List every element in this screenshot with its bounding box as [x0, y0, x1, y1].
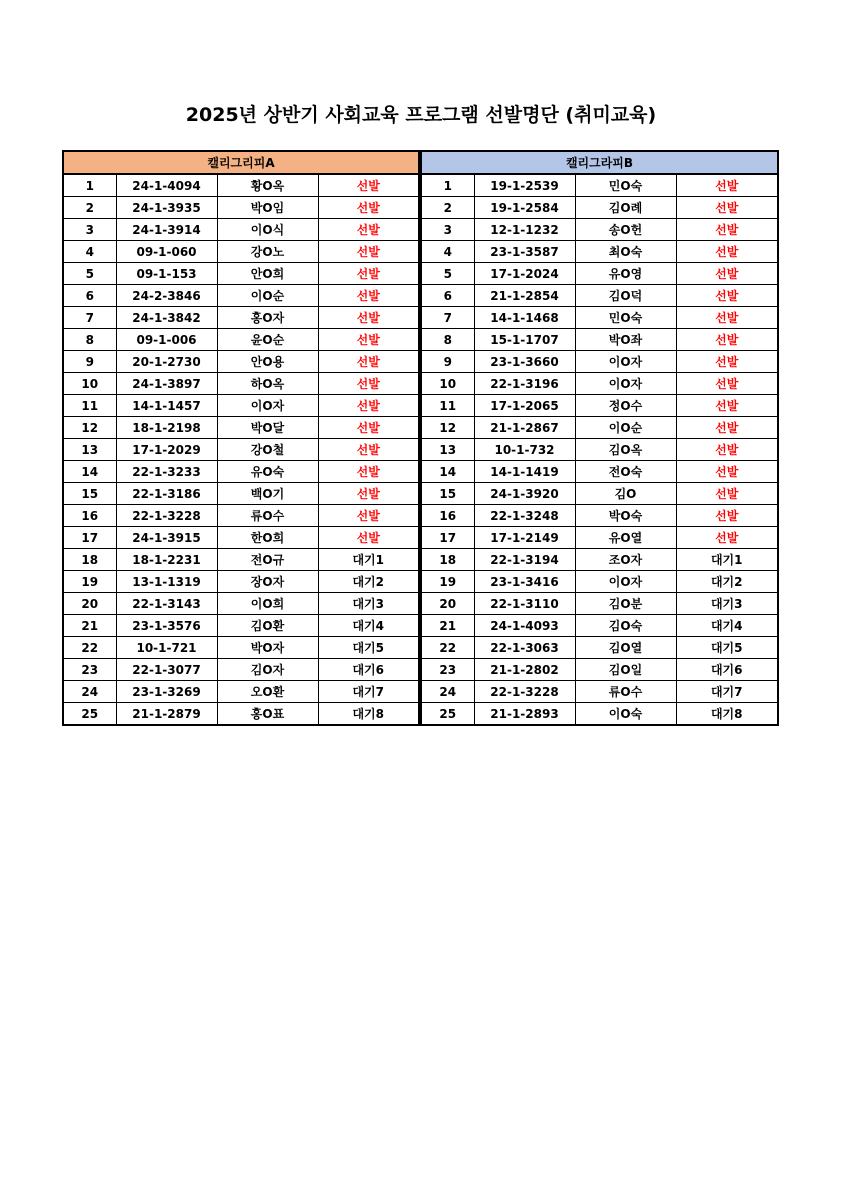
member-name: 이O식 [217, 219, 318, 241]
selection-status: 선발 [318, 307, 418, 329]
member-name: 강O철 [217, 439, 318, 461]
row-number: 21 [64, 615, 116, 637]
member-id: 22-1-3077 [116, 659, 217, 681]
row-number: 24 [422, 681, 474, 703]
member-name: 김O숙 [575, 615, 676, 637]
member-id: 17-1-2029 [116, 439, 217, 461]
selection-status: 선발 [676, 329, 777, 351]
table-row [64, 241, 418, 263]
member-name: 유O열 [575, 527, 676, 549]
selection-status: 선발 [318, 483, 418, 505]
member-name: 류O수 [575, 681, 676, 703]
selection-status: 선발 [676, 505, 777, 527]
member-name: 김O옥 [575, 439, 676, 461]
selection-status: 선발 [676, 461, 777, 483]
member-id: 21-1-2879 [116, 703, 217, 725]
member-name: 윤O순 [217, 329, 318, 351]
member-id: 24-2-3846 [116, 285, 217, 307]
selection-status: 대기5 [318, 637, 418, 659]
member-name: 송O헌 [575, 219, 676, 241]
member-name: 이O순 [217, 285, 318, 307]
selection-status: 선발 [318, 439, 418, 461]
row-number: 1 [422, 174, 474, 197]
row-number: 18 [422, 549, 474, 571]
table-row [422, 593, 777, 615]
group-header-b: 캘리그라피B [422, 152, 777, 174]
member-id: 14-1-1468 [474, 307, 575, 329]
member-name: 류O수 [217, 505, 318, 527]
row-number: 16 [422, 505, 474, 527]
table-row [64, 197, 418, 219]
table-row [64, 395, 418, 417]
member-id: 24-1-3914 [116, 219, 217, 241]
row-number: 19 [422, 571, 474, 593]
row-number: 7 [64, 307, 116, 329]
member-name: 민O숙 [575, 174, 676, 197]
row-number: 6 [422, 285, 474, 307]
member-id: 13-1-1319 [116, 571, 217, 593]
row-number: 7 [422, 307, 474, 329]
selection-status: 선발 [676, 527, 777, 549]
member-id: 24-1-3842 [116, 307, 217, 329]
row-number: 3 [422, 219, 474, 241]
member-id: 22-1-3196 [474, 373, 575, 395]
selection-status: 대기3 [318, 593, 418, 615]
table-row [422, 483, 777, 505]
selection-status: 선발 [676, 285, 777, 307]
member-name: 장O자 [217, 571, 318, 593]
selection-status: 대기6 [676, 659, 777, 681]
table-row [64, 351, 418, 373]
member-id: 21-1-2893 [474, 703, 575, 725]
row-number: 17 [64, 527, 116, 549]
row-number: 11 [422, 395, 474, 417]
selection-status: 선발 [318, 395, 418, 417]
row-number: 3 [64, 219, 116, 241]
roster-table-a [64, 152, 418, 724]
table-row [422, 263, 777, 285]
member-name: 박O숙 [575, 505, 676, 527]
page-title: 2025년 상반기 사회교육 프로그램 선발명단 (취미교육) [185, 104, 657, 126]
table-row [64, 417, 418, 439]
selection-status: 선발 [676, 174, 777, 197]
selection-status: 대기8 [352, 707, 385, 721]
member-name: 전O규 [217, 549, 318, 571]
row-number: 2 [422, 197, 474, 219]
table-row [422, 659, 777, 681]
selection-status: 선발 [318, 527, 418, 549]
row-number: 19 [64, 571, 116, 593]
member-name: 이O숙 [575, 703, 676, 725]
selection-status: 선발 [318, 219, 418, 241]
row-number: 23 [64, 659, 116, 681]
table-row [422, 615, 777, 637]
row-number: 12 [64, 417, 116, 439]
table-row [422, 373, 777, 395]
member-id: 22-1-3228 [116, 505, 217, 527]
member-id: 22-1-3143 [116, 593, 217, 615]
row-number: 25 [64, 703, 116, 725]
member-id: 24-1-3897 [116, 373, 217, 395]
row-number: 16 [64, 505, 116, 527]
member-name: 이O자 [575, 571, 676, 593]
row-number: 21 [422, 615, 474, 637]
member-id: 19-1-2539 [474, 174, 575, 197]
table-row [64, 615, 418, 637]
member-name: 박O자 [217, 637, 318, 659]
selection-status: 대기2 [318, 571, 418, 593]
member-name: 이O희 [217, 593, 318, 615]
member-id: 20-1-2730 [116, 351, 217, 373]
member-id: 22-1-3228 [474, 681, 575, 703]
member-name: 하O옥 [217, 373, 318, 395]
table-row [422, 307, 777, 329]
selection-status: 선발 [676, 439, 777, 461]
selection-status: 선발 [318, 373, 418, 395]
table-row [422, 681, 777, 703]
selection-status: 대기1 [676, 549, 777, 571]
member-id: 17-1-2065 [474, 395, 575, 417]
selection-status: 선발 [318, 351, 418, 373]
row-number: 14 [422, 461, 474, 483]
table-row [422, 174, 777, 197]
table-row [422, 703, 777, 725]
member-name: 김O례 [575, 197, 676, 219]
selection-status: 대기5 [676, 637, 777, 659]
table-row [422, 395, 777, 417]
table-row [64, 219, 418, 241]
selection-status: 선발 [676, 197, 777, 219]
member-id: 23-1-3576 [116, 615, 217, 637]
selection-status: 선발 [676, 263, 777, 285]
selection-status: 대기7 [318, 681, 418, 703]
table-row [64, 263, 418, 285]
member-id: 15-1-1707 [474, 329, 575, 351]
selection-status: 선발 [676, 483, 777, 505]
member-name: 안O희 [217, 263, 318, 285]
member-name: 김O열 [575, 637, 676, 659]
member-name: 이O자 [575, 373, 676, 395]
member-id: 23-1-3269 [116, 681, 217, 703]
row-number: 10 [422, 373, 474, 395]
member-name: 조O자 [575, 549, 676, 571]
row-number: 12 [422, 417, 474, 439]
row-number: 4 [64, 241, 116, 263]
roster-body-b [422, 174, 777, 724]
member-id: 17-1-2149 [474, 527, 575, 549]
member-id: 09-1-153 [116, 263, 217, 285]
selection-status: 선발 [676, 241, 777, 263]
member-id: 22-1-3194 [474, 549, 575, 571]
row-number: 15 [422, 483, 474, 505]
member-id: 21-1-2854 [474, 285, 575, 307]
selection-status: 대기7 [676, 681, 777, 703]
selection-status: 대기2 [676, 571, 777, 593]
table-row [64, 505, 418, 527]
member-name: 홍O자 [217, 307, 318, 329]
row-number: 23 [422, 659, 474, 681]
selection-status: 대기6 [318, 659, 418, 681]
table-row [422, 329, 777, 351]
selection-status: 선발 [318, 241, 418, 263]
table-row [422, 637, 777, 659]
table-row [422, 197, 777, 219]
selection-status: 선발 [676, 395, 777, 417]
member-id: 21-1-2802 [474, 659, 575, 681]
member-id: 24-1-4094 [116, 174, 217, 197]
member-name: 안O용 [217, 351, 318, 373]
member-id: 24-1-3915 [116, 527, 217, 549]
group-header-a: 캘리그리피A [64, 152, 418, 174]
selection-status: 대기3 [676, 593, 777, 615]
table-row [422, 351, 777, 373]
table-row [422, 219, 777, 241]
member-id: 22-1-3063 [474, 637, 575, 659]
roster-body-a [64, 174, 418, 724]
row-number: 8 [422, 329, 474, 351]
member-name: 민O숙 [575, 307, 676, 329]
table-row [64, 483, 418, 505]
row-number: 20 [64, 593, 116, 615]
member-name: 박O좌 [575, 329, 676, 351]
table-row [64, 373, 418, 395]
table-row [64, 527, 418, 549]
member-id: 24-1-3920 [474, 483, 575, 505]
member-id: 09-1-060 [116, 241, 217, 263]
group-panel-b [420, 150, 779, 726]
member-id: 19-1-2584 [474, 197, 575, 219]
member-name: 최O숙 [575, 241, 676, 263]
row-number: 17 [422, 527, 474, 549]
table-row [64, 637, 418, 659]
table-row [64, 329, 418, 351]
member-name: 한O희 [217, 527, 318, 549]
selection-status: 선발 [318, 329, 418, 351]
member-name: 유O숙 [217, 461, 318, 483]
table-row [64, 285, 418, 307]
table-row [422, 285, 777, 307]
member-name: 이O자 [575, 351, 676, 373]
table-row [422, 549, 777, 571]
selection-status: 선발 [318, 285, 418, 307]
table-row [422, 505, 777, 527]
member-id: 22-1-3110 [474, 593, 575, 615]
member-id: 14-1-1419 [474, 461, 575, 483]
member-name: 유O영 [575, 263, 676, 285]
member-id: 23-1-3660 [474, 351, 575, 373]
selection-status: 선발 [318, 263, 418, 285]
member-id: 10-1-721 [116, 637, 217, 659]
row-number: 1 [64, 174, 116, 197]
table-row [64, 461, 418, 483]
member-name: 김O일 [575, 659, 676, 681]
member-name: 박O달 [217, 417, 318, 439]
row-number: 9 [422, 351, 474, 373]
row-number: 14 [64, 461, 116, 483]
selection-status: 선발 [318, 505, 418, 527]
member-name: 강O노 [217, 241, 318, 263]
selection-status: 대기4 [676, 615, 777, 637]
selection-status: 대기4 [318, 615, 418, 637]
member-id: 23-1-3416 [474, 571, 575, 593]
member-name: 황O옥 [217, 174, 318, 197]
table-row [422, 527, 777, 549]
table-row [422, 571, 777, 593]
table-row [64, 571, 418, 593]
selection-status: 선발 [676, 219, 777, 241]
row-number: 11 [64, 395, 116, 417]
member-name: 김O덕 [575, 285, 676, 307]
member-id: 14-1-1457 [116, 395, 217, 417]
member-id: 17-1-2024 [474, 263, 575, 285]
member-name: 이O순 [575, 417, 676, 439]
row-number: 25 [422, 703, 474, 725]
member-id: 21-1-2867 [474, 417, 575, 439]
row-number: 5 [422, 263, 474, 285]
row-number: 18 [64, 549, 116, 571]
row-number: 9 [64, 351, 116, 373]
table-row [64, 174, 418, 197]
row-number: 20 [422, 593, 474, 615]
selection-status: 선발 [318, 197, 418, 219]
table-row [64, 593, 418, 615]
selection-status: 선발 [318, 174, 418, 197]
row-number: 22 [64, 637, 116, 659]
roster-table-b [422, 152, 777, 724]
member-id: 24-1-3935 [116, 197, 217, 219]
row-number: 8 [64, 329, 116, 351]
member-name: 김O분 [575, 593, 676, 615]
row-number: 15 [64, 483, 116, 505]
selection-status: 선발 [676, 351, 777, 373]
table-row [422, 439, 777, 461]
member-name: 박O임 [217, 197, 318, 219]
selection-status: 선발 [318, 417, 418, 439]
row-number: 5 [64, 263, 116, 285]
member-id: 22-1-3248 [474, 505, 575, 527]
member-id: 12-1-1232 [474, 219, 575, 241]
member-id: 18-1-2198 [116, 417, 217, 439]
row-number: 10 [64, 373, 116, 395]
row-number: 22 [422, 637, 474, 659]
group-panel-a [62, 150, 420, 726]
member-name: 김O [575, 483, 676, 505]
member-id: 18-1-2231 [116, 549, 217, 571]
table-row [64, 703, 418, 725]
selection-status: 선발 [676, 417, 777, 439]
row-number: 24 [64, 681, 116, 703]
table-row [422, 241, 777, 263]
row-number: 6 [64, 285, 116, 307]
selection-status: 선발 [676, 373, 777, 395]
table-row [64, 549, 418, 571]
selection-status: 선발 [318, 461, 418, 483]
member-name: 김O자 [217, 659, 318, 681]
member-name: 백O기 [217, 483, 318, 505]
row-number: 13 [422, 439, 474, 461]
member-id: 09-1-006 [116, 329, 217, 351]
member-id: 10-1-732 [474, 439, 575, 461]
row-number: 4 [422, 241, 474, 263]
member-name: 오O환 [217, 681, 318, 703]
table-row [64, 681, 418, 703]
selection-status: 대기8 [710, 707, 743, 721]
member-name: 이O자 [217, 395, 318, 417]
member-name: 김O환 [217, 615, 318, 637]
member-id: 23-1-3587 [474, 241, 575, 263]
selection-status: 선발 [676, 307, 777, 329]
member-id: 22-1-3186 [116, 483, 217, 505]
member-id: 22-1-3233 [116, 461, 217, 483]
row-number: 2 [64, 197, 116, 219]
row-number: 13 [64, 439, 116, 461]
member-name: 정O수 [575, 395, 676, 417]
table-row [422, 417, 777, 439]
selection-status: 대기1 [318, 549, 418, 571]
table-row [64, 439, 418, 461]
table-row [64, 307, 418, 329]
table-row [64, 659, 418, 681]
table-row [422, 461, 777, 483]
member-name: 전O숙 [575, 461, 676, 483]
member-id: 24-1-4093 [474, 615, 575, 637]
member-name: 홍O표 [217, 703, 318, 725]
